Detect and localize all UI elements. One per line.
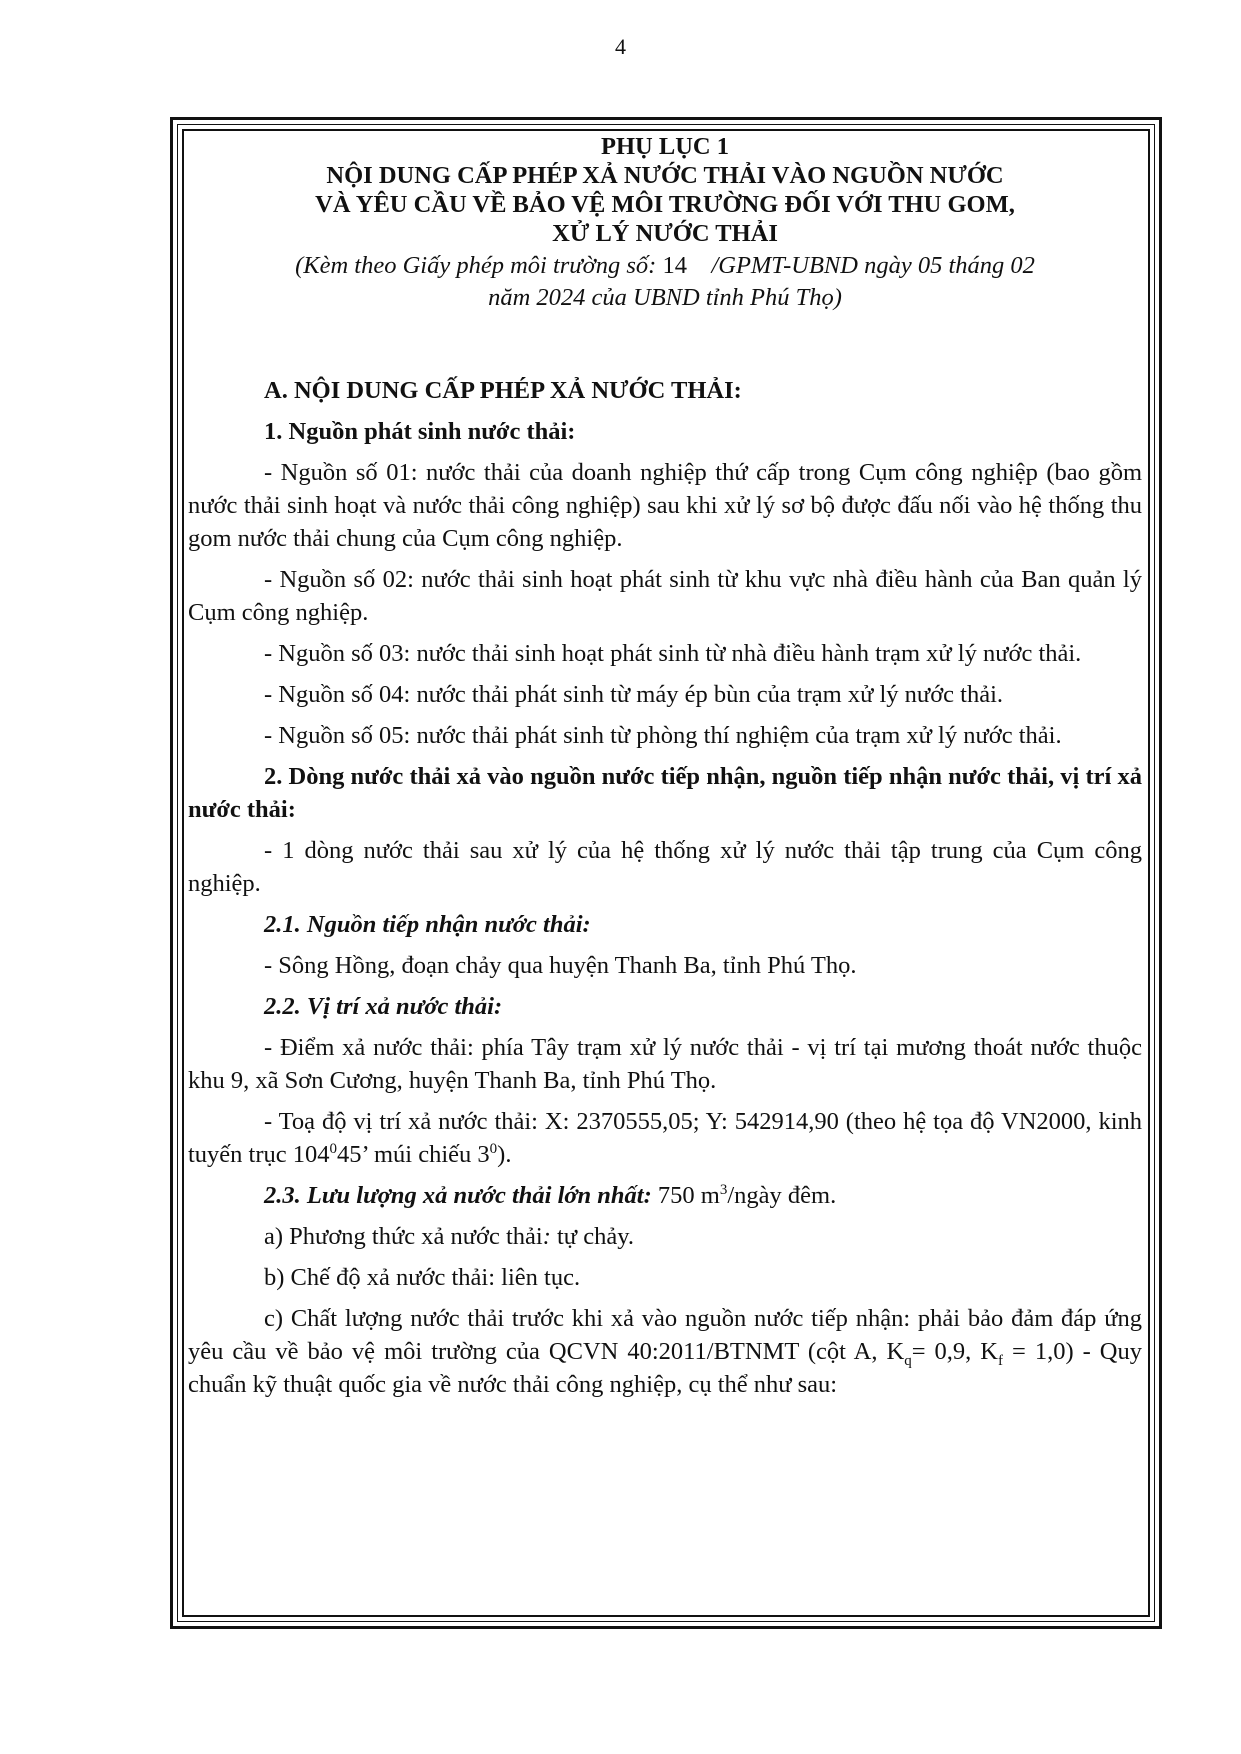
paragraph: - Sông Hồng, đoạn chảy qua huyện Thanh Ba, tỉnh Phú Thọ. [264, 952, 857, 979]
section-2-1-heading: 2.1. Nguồn tiếp nhận nước thải: [264, 911, 591, 938]
list-item: - Nguồn số 05: nước thải phát sinh từ phòng thí nghiệm của trạm xử lý nước thải. [264, 722, 1062, 749]
section-2-2-heading: 2.2. Vị trí xả nước thải: [264, 993, 503, 1020]
list-item: - Nguồn số 04: nước thải phát sinh từ máy ép bùn của trạm xử lý nước thải. [264, 681, 1004, 708]
document-body [188, 132, 1142, 1401]
section-2-3-heading: 2.3. Lưu lượng xả nước thải lớn nhất: [264, 1182, 652, 1209]
annex-reference: (Kèm theo Giấy phép môi trường số: 14 /GPMT-UBND ngày 05 tháng 02 năm 2024 của UBND tỉnh Phú Thọ) [295, 252, 1035, 311]
annex-label: PHỤ LỤC 1 [601, 133, 729, 160]
coordinates-paragraph: - Toạ độ vị trí xả nước thải: X: 2370555,05; Y: 542914,90 (theo hệ tọa độ VN2000, kinh tuyến trục $104^045$’ múi chiếu $3^0$). [188, 1108, 1142, 1168]
section-2-heading: 2. Dòng nước thải xả vào nguồn nước tiếp nhận, nguồn tiếp nhận nước thải, vị trí xả nước thải: [188, 763, 1142, 823]
list-item: c) Chất lượng nước thải trước khi xả vào nguồn nước tiếp nhận: phải bảo đảm đáp ứng yêu cầu về bảo vệ môi trường của QCVN 40:2011/BTNMT (cột A, $K_q= 0,9$, $K_f = 1,0$) - Quy chuẩn kỹ thuật quốc gia về nước thải công nghiệp, cụ thể như sau: [188, 1305, 1142, 1398]
section-1-heading: 1. Nguồn phát sinh nước thải: [264, 418, 576, 445]
list-item: - Nguồn số 03: nước thải sinh hoạt phát sinh từ nhà điều hành trạm xử lý nước thải. [264, 640, 1082, 667]
list-item: a) Phương thức xả nước thải: tự chảy. [264, 1223, 634, 1250]
permit-number: 14 [662, 252, 687, 279]
section-a-heading: A. NỘI DUNG CẤP PHÉP XẢ NƯỚC THẢI: [264, 377, 742, 404]
annex-header [188, 132, 1142, 248]
annex-title-line-2: VÀ YÊU CẦU VỀ BẢO VỆ MÔI TRƯỜNG ĐỐI VỚI THU GOM, [315, 191, 1015, 218]
list-item: - Nguồn số 01: nước thải của doanh nghiệp thứ cấp trong Cụm công nghiệp (bao gồm nước thải sinh hoạt và nước thải công nghiệp) sau khi xử lý sơ bộ được đấu nối vào hệ thống thu gom nước thải chung của Cụm công nghiệp. [188, 459, 1142, 552]
annex-title-line-1: NỘI DUNG CẤP PHÉP XẢ NƯỚC THẢI VÀO NGUỒN NƯỚC [326, 162, 1004, 189]
paragraph: - 1 dòng nước thải sau xử lý của hệ thống xử lý nước thải tập trung của Cụm công nghiệp. [188, 837, 1142, 897]
section-2-3: 2.3. Lưu lượng xả nước thải lớn nhất: 750 $m^3$/ngày đêm. [264, 1181, 837, 1209]
list-item: - Nguồn số 02: nước thải sinh hoạt phát sinh từ khu vực nhà điều hành của Ban quản lý Cụm công nghiệp. [188, 566, 1142, 626]
paragraph: - Điểm xả nước thải: phía Tây trạm xử lý nước thải - vị trí tại mương thoát nước thuộc khu 9, xã Sơn Cương, huyện Thanh Ba, tỉnh Phú Thọ. [188, 1034, 1142, 1094]
permit-day: 05 [917, 252, 943, 279]
list-item: b) Chế độ xả nước thải: liên tục. [264, 1264, 581, 1291]
page-number: 4 [615, 34, 626, 59]
annex-title-line-3: XỬ LÝ NƯỚC THẢI [552, 220, 778, 247]
